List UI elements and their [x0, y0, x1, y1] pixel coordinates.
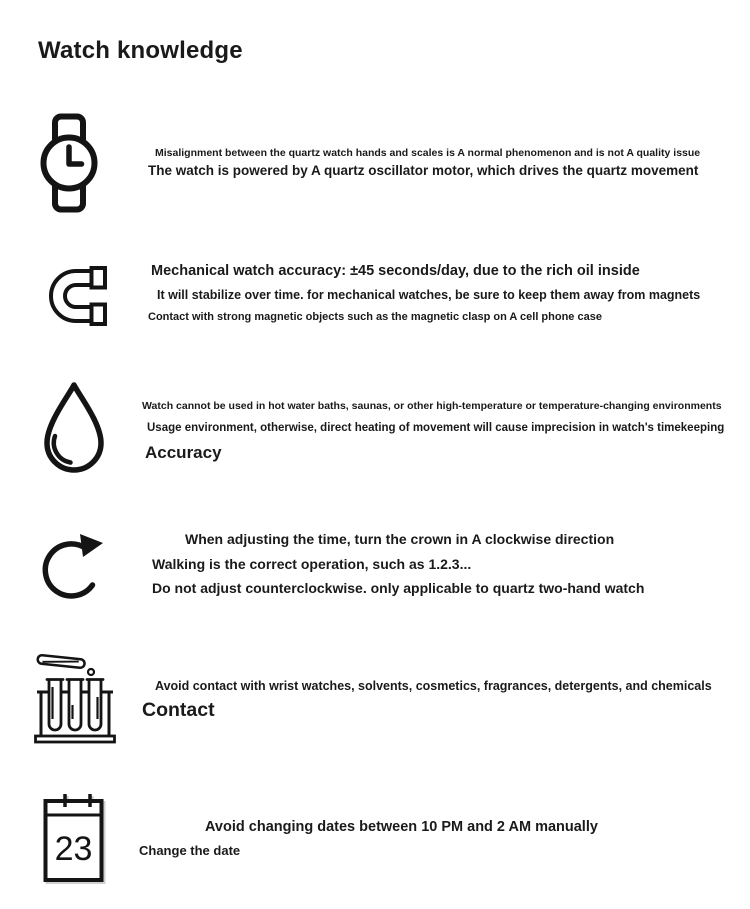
page-title: Watch knowledge	[38, 37, 243, 64]
section-main-text: When adjusting the time, turn the crown in A clockwise direction	[185, 531, 615, 547]
section-main-text: The watch is powered by A quartz oscillator motor, which drives the quartz movement	[148, 163, 699, 178]
section-sub-text: Walking is the correct operation, such as 1.2.3...	[152, 556, 472, 572]
magnet-icon	[47, 266, 108, 326]
section-main-text: Mechanical watch accuracy: ±45 seconds/day, due to the rich oil inside	[151, 263, 640, 279]
section-note-text: Watch cannot be used in hot water baths, saunas, or other high-temperature or temperature-changing environments	[142, 400, 722, 412]
section-sub-text: Change the date	[139, 843, 241, 858]
test-tubes-icon	[34, 647, 116, 744]
section-note-text: Contact with strong magnetic objects such as the magnetic clasp on A cell phone case	[148, 311, 602, 323]
section-main-text: Avoid contact with wrist watches, solvents, cosmetics, fragrances, detergents, and chemicals	[155, 679, 712, 693]
water-drop-icon	[40, 380, 108, 479]
section-sub-text: It will stabilize over time. for mechanical watches, be sure to keep them away from magnets	[157, 288, 701, 302]
section-heading: Contact	[142, 699, 215, 721]
section-heading: Accuracy	[145, 443, 222, 462]
wristwatch-icon	[40, 113, 98, 213]
section-note-text: Misalignment between the quartz watch hands and scales is A normal phenomenon and is not A quality issue	[155, 147, 701, 159]
clockwise-arrow-icon	[40, 526, 106, 608]
calendar-day-number: 23	[54, 830, 93, 868]
section-note-text: Do not adjust counterclockwise. only applicable to quartz two-hand watch	[152, 580, 645, 596]
section-sub-text: Usage environment, otherwise, direct heating of movement will cause imprecision in watch's timekeeping	[147, 422, 725, 434]
calendar-icon	[40, 792, 107, 885]
section-main-text: Avoid changing dates between 10 PM and 2 AM manually	[205, 819, 598, 835]
